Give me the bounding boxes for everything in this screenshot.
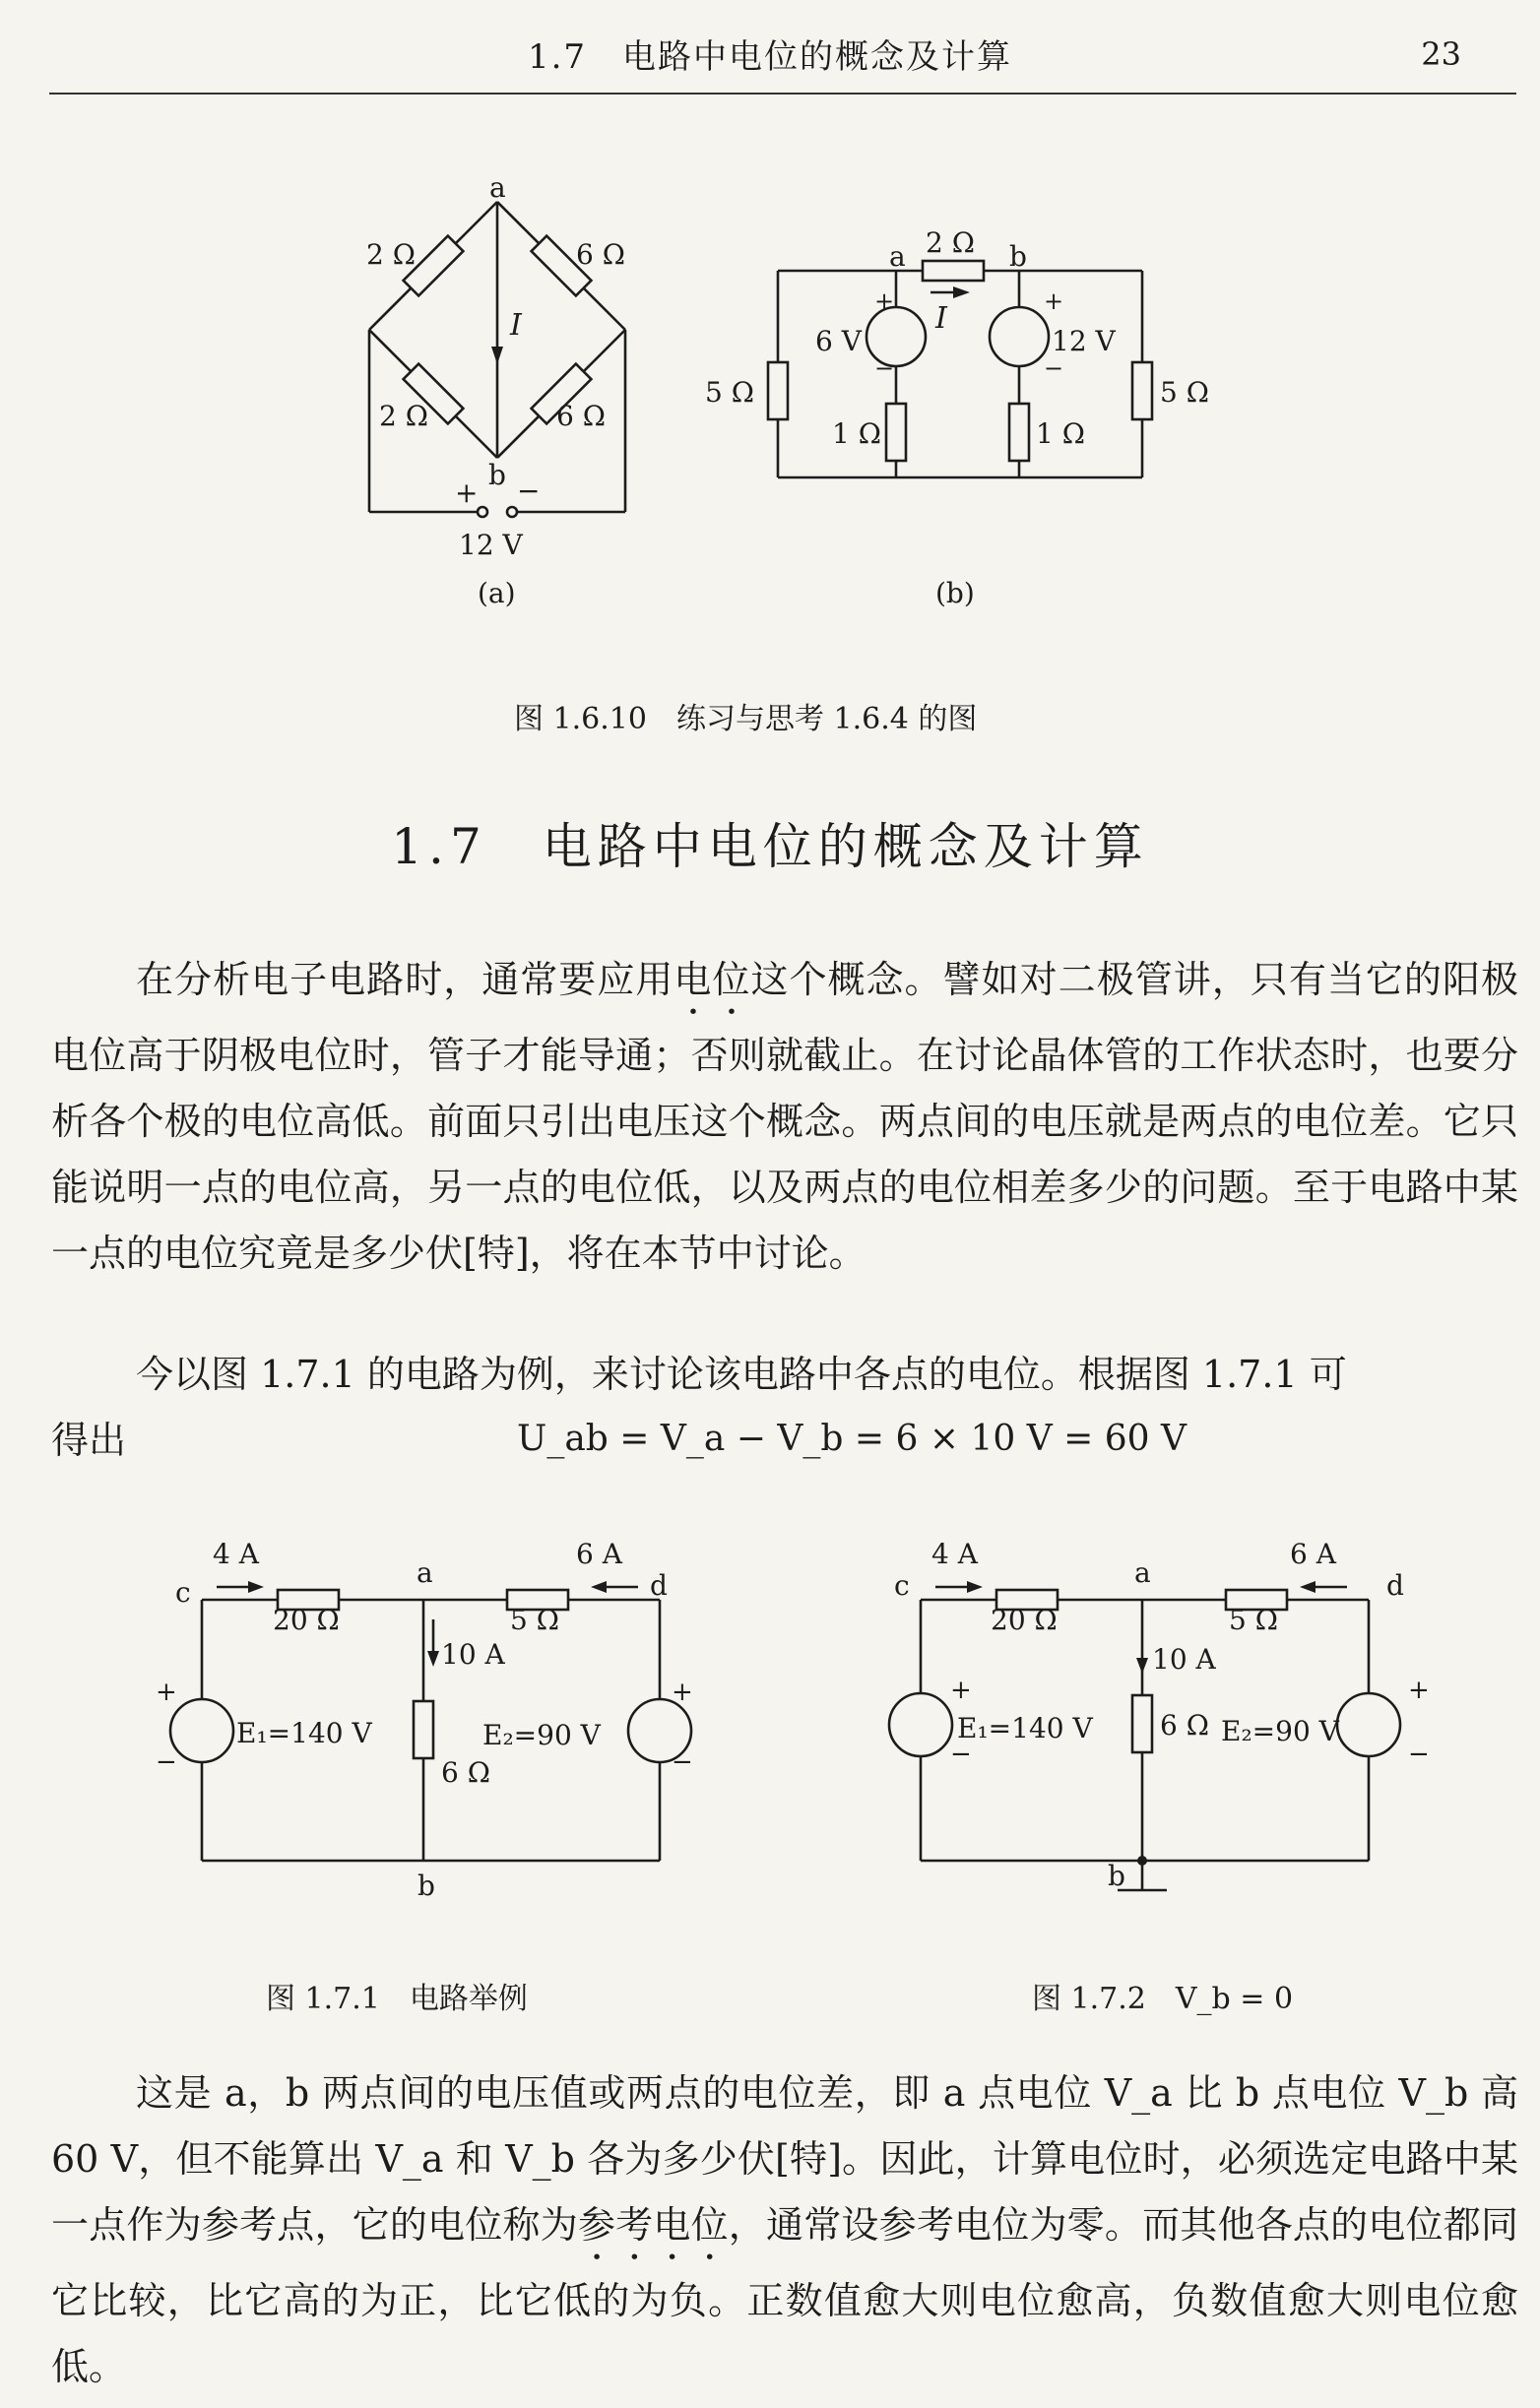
resistor-label: 5 Ω — [510, 1604, 559, 1636]
paragraph-3-part: ，通常设参考电位为零。而其他各点的电位都同它比较，比它高的为正，比它低的为负。正数值愈大则电位愈高，负数值愈大则电位愈低。 — [51, 2203, 1518, 2388]
current-label: 10 A — [1152, 1643, 1216, 1676]
resistor-label: 1 Ω — [832, 417, 881, 450]
node-c-label: c — [894, 1569, 910, 1602]
current-label: 6 A — [576, 1538, 622, 1570]
plus-sign: + — [455, 476, 479, 509]
node-c-label: c — [175, 1576, 191, 1609]
current-arrow — [491, 347, 503, 364]
emphasized-term: 参考电位 — [577, 2203, 729, 2247]
current-arrow-4a — [248, 1581, 264, 1593]
paragraph-1-part: 在分析电子电路时，通常要应用 — [136, 958, 674, 1001]
resistor-label: 6 Ω — [441, 1756, 490, 1789]
minus-sign: − — [672, 1747, 693, 1777]
current-arrow — [953, 286, 970, 298]
current-label: 6 A — [1290, 1538, 1336, 1570]
resistor-label: 2 Ω — [366, 238, 416, 271]
paragraph-1-part: 这个概念。譬如对二极管讲，只有当它的阳极电位高于阴极电位时，管子才能导通；否则就截止。在讨论晶体管的工作状态时，也要分析各个极的电位高低。前面只引出电压这个概念。两点间的电压就是两点的电位差。它只能说明一点的电位高，另一点的电位低，以及两点的电位相差多少的问题。至于电路中某一点的电位究竟是多少伏[特]，将在本节中讨论。 — [51, 958, 1518, 1275]
resistor-label: 2 Ω — [379, 400, 428, 432]
minus-sign: − — [156, 1747, 177, 1777]
node-b-label: b — [1108, 1860, 1125, 1892]
resistor — [923, 261, 984, 281]
resistor-6-ohm — [1132, 1695, 1152, 1752]
paragraph-3-part: 这是 a，b 两点间的电压值或两点的电位差，即 a 点电位 V_a 比 b 点电位 V_b 高 60 V，但不能算出 V_a 和 V_b 各为多少伏[特]。因此，计算电位时，必须选定电路中某一点作为参考点，它的电位称为 — [51, 2071, 1518, 2247]
resistor-6-ohm — [414, 1701, 433, 1758]
node-dot — [1137, 1856, 1147, 1866]
resistor-label: 5 Ω — [705, 376, 754, 409]
source-e1 — [170, 1699, 233, 1762]
voltage-source — [990, 307, 1049, 366]
figure-1-7-1 — [156, 1538, 693, 2016]
current-label: 10 A — [441, 1638, 505, 1671]
figure-caption: 图 1.7.2 V_b = 0 — [1032, 1982, 1294, 2016]
current-arrow-10a — [1136, 1658, 1148, 1674]
resistor-label: 20 Ω — [273, 1604, 340, 1636]
running-header-title: 1.7 电路中电位的概念及计算 — [527, 37, 1013, 77]
plus-sign: + — [874, 287, 895, 315]
source-label-e2: E₂=90 V — [482, 1719, 601, 1751]
source-label: 12 V — [1052, 325, 1116, 357]
source-label-e1: E₁=140 V — [957, 1712, 1093, 1744]
equation: U_ab = V_a − V_b = 6 × 10 V = 60 V — [517, 1419, 1187, 1459]
paragraph-3 — [51, 2060, 1518, 2400]
resistor — [1132, 362, 1152, 419]
figure-sublabel: (a) — [478, 577, 516, 609]
node-a-label: a — [417, 1556, 433, 1589]
resistor-label: 5 Ω — [1160, 376, 1209, 409]
figure-caption: 图 1.7.1 电路举例 — [266, 1982, 528, 2016]
figure-sublabel: (b) — [935, 577, 975, 609]
node-a-label: a — [889, 240, 906, 273]
current-arrow-4a — [967, 1581, 983, 1593]
resistor — [1009, 404, 1029, 461]
figure-1-7-2 — [889, 1538, 1430, 2016]
paragraph-2-line-1: 今以图 1.7.1 的电路为例，来讨论该电路中各点的电位。根据图 1.7.1 可 — [136, 1353, 1347, 1396]
node-d-label: d — [650, 1569, 668, 1602]
terminal — [478, 507, 487, 517]
figure-1-6-10-b — [705, 226, 1209, 609]
current-arrow-10a — [427, 1651, 439, 1667]
minus-sign: − — [874, 354, 895, 382]
emphasized-term: 电位 — [674, 958, 751, 1001]
resistor-label: 6 Ω — [576, 238, 625, 271]
resistor — [886, 404, 906, 461]
node-b-label: b — [1009, 240, 1027, 273]
page-number: 23 — [1421, 35, 1461, 73]
source-label: 6 V — [815, 325, 862, 357]
figure-1-6-10-a — [366, 171, 625, 609]
node-b-label: b — [488, 459, 506, 491]
minus-sign: − — [1044, 354, 1064, 382]
resistor — [768, 362, 788, 419]
plus-sign: + — [672, 1678, 693, 1707]
minus-sign: − — [1408, 1740, 1430, 1769]
minus-sign: − — [517, 475, 541, 507]
paragraph-1 — [51, 947, 1518, 1287]
source-label-e2: E₂=90 V — [1221, 1715, 1339, 1747]
plus-sign: + — [156, 1678, 177, 1707]
resistor-label: 1 Ω — [1036, 417, 1085, 450]
node-d-label: d — [1386, 1569, 1404, 1602]
plus-sign: + — [1044, 287, 1064, 315]
node-a-label: a — [489, 171, 506, 204]
plus-sign: + — [1408, 1676, 1430, 1705]
current-label: 4 A — [213, 1538, 259, 1570]
source-label: 12 V — [459, 529, 523, 561]
current-label: I — [935, 301, 947, 336]
section-title: 1.7 电路中电位的概念及计算 — [391, 818, 1149, 875]
resistor-label: 6 Ω — [1160, 1709, 1209, 1742]
current-label: I — [510, 308, 522, 343]
node-a-label: a — [1134, 1556, 1151, 1589]
node-b-label: b — [417, 1869, 435, 1902]
paragraph-2-line-2: 得出 — [51, 1419, 127, 1462]
current-arrow-6a — [1300, 1581, 1315, 1593]
plus-sign: + — [950, 1676, 972, 1705]
current-arrow-6a — [591, 1581, 607, 1593]
resistor-label: 20 Ω — [991, 1604, 1058, 1636]
minus-sign: − — [950, 1740, 972, 1769]
resistor-label: 2 Ω — [926, 226, 975, 259]
terminal — [507, 507, 517, 517]
source-e2 — [1337, 1693, 1400, 1756]
resistor-label: 6 Ω — [556, 400, 606, 432]
figure-caption: 图 1.6.10 练习与思考 1.6.4 的图 — [514, 702, 978, 736]
source-e1 — [889, 1693, 952, 1756]
current-label: 4 A — [931, 1538, 978, 1570]
source-label-e1: E₁=140 V — [236, 1717, 372, 1749]
resistor-label: 5 Ω — [1229, 1604, 1278, 1636]
